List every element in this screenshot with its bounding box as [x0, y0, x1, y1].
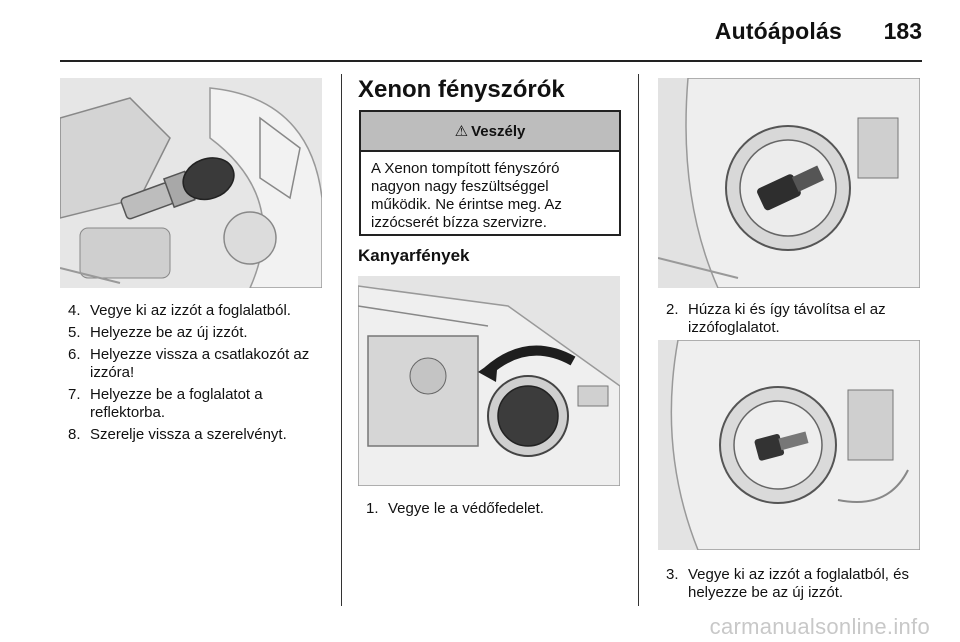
step-number: 7.	[68, 386, 81, 403]
cover-removal-drawing	[358, 276, 620, 486]
steps-list-left	[68, 302, 330, 448]
section-title: Xenon fényszórók	[358, 76, 565, 103]
step-text: Helyezze vissza a csatlakozót az izzóra!	[90, 346, 310, 381]
step-item	[666, 301, 928, 337]
step-text: Vegye ki az izzót a foglalatból.	[90, 302, 291, 319]
step-text: Húzza ki és így távolítsa el az izzófoglalatot.	[688, 301, 886, 336]
step-number: 5.	[68, 324, 81, 341]
step-text: Szerelje vissza a szerelvényt.	[90, 426, 287, 443]
header-divider	[60, 60, 922, 62]
step-number: 6.	[68, 346, 81, 363]
step-item	[68, 386, 330, 422]
column-divider-left	[341, 74, 342, 606]
column-divider-right	[638, 74, 639, 606]
step-item	[68, 302, 330, 320]
step-number: 4.	[68, 302, 81, 319]
bulb-holder-illustration	[658, 78, 920, 288]
steps-list-right-b	[666, 566, 928, 606]
warning-header	[361, 112, 619, 152]
step-item	[366, 500, 628, 518]
warning-triangle-icon: ⚠	[454, 123, 469, 140]
step-number: 2.	[666, 301, 679, 318]
bulb-removal-illustration	[60, 78, 322, 288]
warning-box	[359, 110, 621, 236]
step-item	[68, 346, 330, 382]
step-number: 8.	[68, 426, 81, 443]
steps-list-middle	[366, 500, 628, 522]
bulb-holder-drawing	[658, 78, 920, 288]
subsection-title: Kanyarfények	[358, 246, 470, 265]
bulb-replacement-drawing	[658, 340, 920, 550]
warning-text: A Xenon tompított fényszóró nagyon nagy feszültséggel működik. Ne érintse meg. Az izzócserét bízza szervizre.	[371, 160, 562, 231]
step-text: Vegye ki az izzót a foglalatból, és helyezze be az új izzót.	[688, 566, 909, 601]
cornering-light-cover-illustration	[358, 276, 620, 486]
footer-watermark: carmanualsonline.info	[709, 614, 930, 639]
step-item	[68, 426, 330, 444]
bulb-replacement-illustration	[658, 340, 920, 550]
step-number: 1.	[366, 500, 379, 517]
step-item	[68, 324, 330, 342]
step-text: Helyezze be a foglalatot a reflektorba.	[90, 386, 263, 421]
bulb-removal-drawing	[60, 78, 322, 288]
steps-list-right-a	[666, 301, 928, 341]
step-text: Helyezze be az új izzót.	[90, 324, 248, 341]
step-item	[666, 566, 928, 602]
page-number: 183	[883, 18, 922, 44]
warning-label: Veszély	[471, 122, 526, 140]
step-number: 3.	[666, 566, 679, 583]
step-text: Vegye le a védőfedelet.	[388, 500, 544, 517]
page-header-title: Autóápolás	[714, 18, 842, 44]
